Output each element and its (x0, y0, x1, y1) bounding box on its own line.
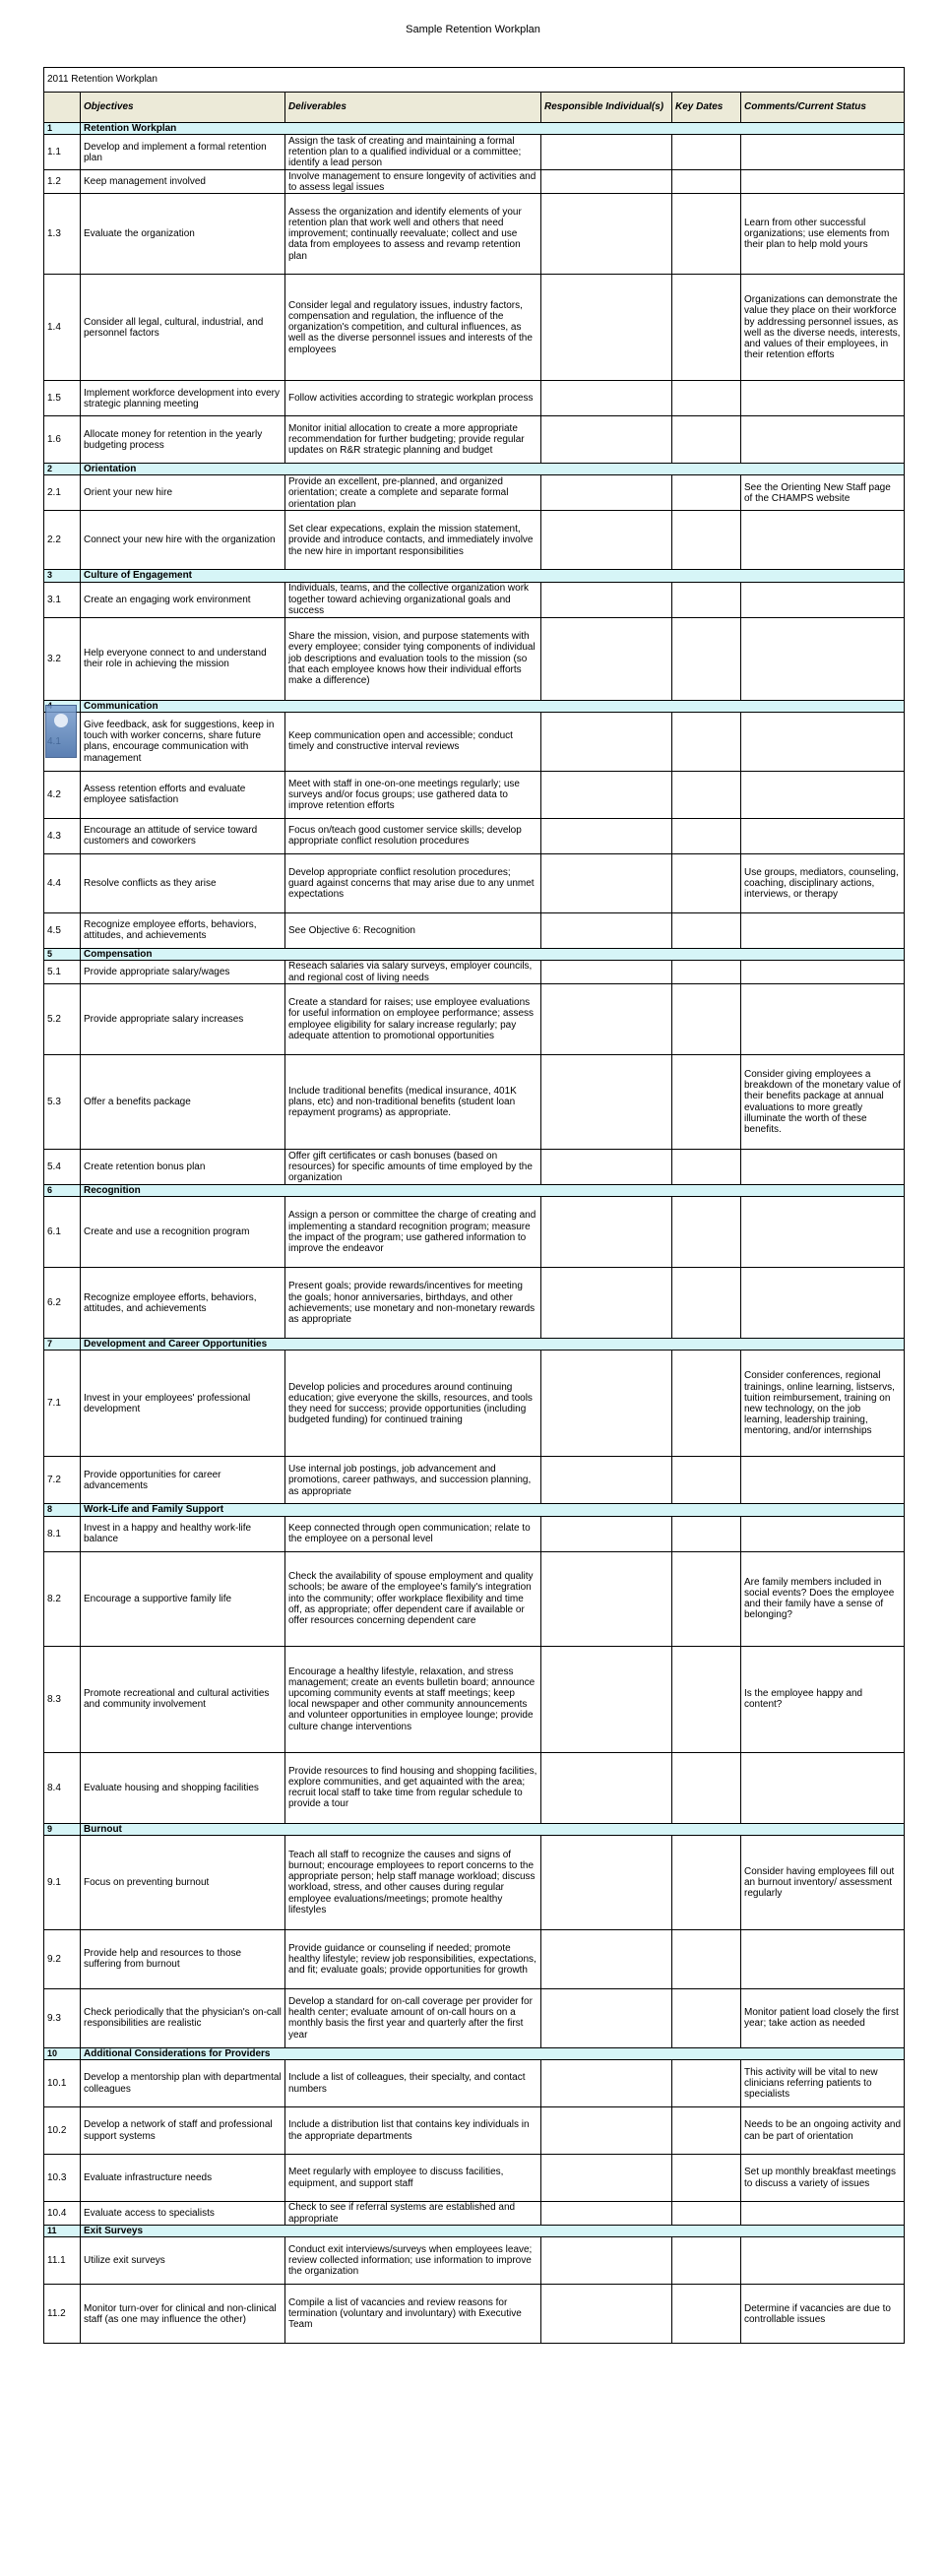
comments-cell (741, 1929, 905, 1988)
row-number: 5.2 (44, 984, 81, 1055)
row-number: 3.1 (44, 582, 81, 617)
comments-cell (741, 381, 905, 416)
header-number (44, 93, 81, 123)
section-row (44, 2226, 905, 2237)
responsible-cell (541, 2060, 672, 2107)
comments-cell: Consider having employees fill out an burnout inventory/ assessment regularly (741, 1835, 905, 1929)
row-number: 8.3 (44, 1646, 81, 1752)
row-number: 6.1 (44, 1197, 81, 1268)
section-row (44, 1185, 905, 1197)
deliverables-cell: Focus on/teach good customer service skills; develop appropriate conflict resolution procedures (285, 818, 541, 853)
objective-cell: Utilize exit surveys (81, 2237, 285, 2285)
key-dates-cell (672, 2237, 741, 2285)
table-row (44, 1197, 905, 1268)
row-number: 9.3 (44, 1988, 81, 2047)
section-title: Exit Surveys (81, 2226, 905, 2237)
deliverables-cell: Provide an excellent, pre-planned, and organized orientation; create a complete and separate formal orientation plan (285, 475, 541, 511)
table-row (44, 275, 905, 381)
responsible-cell (541, 2155, 672, 2202)
deliverables-cell: Keep communication open and accessible; conduct timely and constructive interval reviews (285, 712, 541, 771)
header-objectives: Objectives (81, 93, 285, 123)
objective-cell: Keep management involved (81, 170, 285, 194)
key-dates-cell (672, 194, 741, 275)
comments-cell (741, 712, 905, 771)
section-title: Communication (81, 700, 905, 712)
table-row (44, 170, 905, 194)
objective-cell: Evaluate infrastructure needs (81, 2155, 285, 2202)
objective-cell: Encourage an attitude of service toward customers and coworkers (81, 818, 285, 853)
section-title: Compensation (81, 948, 905, 960)
objective-cell: Allocate money for retention in the yearly budgeting process (81, 416, 285, 464)
key-dates-cell (672, 1268, 741, 1339)
column-header-row (44, 93, 905, 123)
section-row (44, 123, 905, 135)
deliverables-cell: Keep connected through open communication; relate to the employee on a personal level (285, 1516, 541, 1551)
table-row (44, 1516, 905, 1551)
objective-cell: Provide opportunities for career advancements (81, 1457, 285, 1504)
comments-cell: This activity will be vital to new clinicians referring patients to specialists (741, 2060, 905, 2107)
row-number: 4.5 (44, 912, 81, 948)
responsible-cell (541, 1835, 672, 1929)
table-row (44, 2237, 905, 2285)
row-number: 2.1 (44, 475, 81, 511)
section-number: 3 (44, 570, 81, 582)
table-row (44, 1351, 905, 1457)
table-row (44, 511, 905, 570)
section-title: Retention Workplan (81, 123, 905, 135)
key-dates-cell (672, 1150, 741, 1185)
responsible-cell (541, 1646, 672, 1752)
responsible-cell (541, 2285, 672, 2344)
key-dates-cell (672, 1055, 741, 1150)
comments-cell: Learn from other successful organizations; use elements from their plan to help mold yours (741, 194, 905, 275)
section-number: 10 (44, 2047, 81, 2059)
section-number: 5 (44, 948, 81, 960)
deliverables-cell: Include traditional benefits (medical insurance, 401K plans, etc) and non-traditional benefits (student loan repayment programs) as appropriate. (285, 1055, 541, 1150)
section-title: Work-Life and Family Support (81, 1504, 905, 1516)
section-number: 8 (44, 1504, 81, 1516)
responsible-cell (541, 2107, 672, 2155)
responsible-cell (541, 275, 672, 381)
responsible-cell (541, 1752, 672, 1823)
comments-cell: Use groups, mediators, counseling, coaching, disciplinary actions, interviews, or therapy (741, 853, 905, 912)
key-dates-cell (672, 1197, 741, 1268)
comments-cell (741, 416, 905, 464)
responsible-cell (541, 511, 672, 570)
table-row (44, 135, 905, 170)
key-dates-cell (672, 2155, 741, 2202)
row-number: 5.3 (44, 1055, 81, 1150)
section-number: 7 (44, 1339, 81, 1351)
comments-cell (741, 1268, 905, 1339)
section-row (44, 464, 905, 475)
section-row (44, 570, 905, 582)
responsible-cell (541, 1516, 672, 1551)
row-number: 8.4 (44, 1752, 81, 1823)
objective-cell: Consider all legal, cultural, industrial, and personnel factors (81, 275, 285, 381)
section-title: Recognition (81, 1185, 905, 1197)
key-dates-cell (672, 771, 741, 818)
table-row (44, 617, 905, 700)
objective-cell: Evaluate the organization (81, 194, 285, 275)
comments-cell (741, 961, 905, 984)
objective-cell: Provide appropriate salary increases (81, 984, 285, 1055)
row-number: 1.3 (44, 194, 81, 275)
deliverables-cell: Assign a person or committee the charge of creating and implementing a standard recognition program; measure the impact of the program; use gathered information to improve the endeavor (285, 1197, 541, 1268)
section-title: Additional Considerations for Providers (81, 2047, 905, 2059)
key-dates-cell (672, 1516, 741, 1551)
deliverables-cell: Create a standard for raises; use employee evaluations for useful information on employee performance; assess employee eligibility for salary increase regularly; pay adequate attention to promotional opportunities (285, 984, 541, 1055)
header-responsible: Responsible Individual(s) (541, 93, 672, 123)
objective-cell: Develop a mentorship plan with departmental colleagues (81, 2060, 285, 2107)
responsible-cell (541, 961, 672, 984)
row-number: 10.3 (44, 2155, 81, 2202)
deliverables-cell: Use internal job postings, job advancement and promotions, career pathways, and succession planning, as appropriate (285, 1457, 541, 1504)
comments-cell: Organizations can demonstrate the value they place on their workforce by addressing personnel issues, as well as the diverse needs, interests, and values of their employees, in their retention efforts (741, 275, 905, 381)
comments-cell (741, 1457, 905, 1504)
key-dates-cell (672, 170, 741, 194)
section-title: Development and Career Opportunities (81, 1339, 905, 1351)
key-dates-cell (672, 1551, 741, 1646)
objective-cell: Assess retention efforts and evaluate employee satisfaction (81, 771, 285, 818)
table-row (44, 2107, 905, 2155)
objective-cell: Promote recreational and cultural activities and community involvement (81, 1646, 285, 1752)
table-row (44, 2285, 905, 2344)
responsible-cell (541, 475, 672, 511)
key-dates-cell (672, 2285, 741, 2344)
table-row (44, 712, 905, 771)
section-row (44, 700, 905, 712)
row-number: 1.5 (44, 381, 81, 416)
deliverables-cell: Compile a list of vacancies and review reasons for termination (voluntary and involuntary) with Executive Team (285, 2285, 541, 2344)
section-number: 11 (44, 2226, 81, 2237)
table-title-row (44, 68, 905, 93)
objective-cell: Help everyone connect to and understand their role in achieving the mission (81, 617, 285, 700)
comments-cell: Consider giving employees a breakdown of the monetary value of their benefits package at annual evaluations to more greatly illuminate the worth of these benefits. (741, 1055, 905, 1150)
responsible-cell (541, 853, 672, 912)
deliverables-cell: Offer gift certificates or cash bonuses (based on resources) for specific amounts of time employed by the organization (285, 1150, 541, 1185)
key-dates-cell (672, 617, 741, 700)
table-row (44, 1752, 905, 1823)
deliverables-cell: Develop policies and procedures around continuing education; give everyone the skills, resources, and tools they need for success; provide opportunities (including budgeted funding) for continued training (285, 1351, 541, 1457)
comments-cell (741, 1752, 905, 1823)
deliverables-cell: Meet with staff in one-on-one meetings regularly; use surveys and/or focus groups; use gathered data to improve retention efforts (285, 771, 541, 818)
section-row (44, 1339, 905, 1351)
responsible-cell (541, 617, 672, 700)
header-deliverables: Deliverables (285, 93, 541, 123)
deliverables-cell: Follow activities according to strategic workplan process (285, 381, 541, 416)
key-dates-cell (672, 1351, 741, 1457)
section-title: Orientation (81, 464, 905, 475)
key-dates-cell (672, 712, 741, 771)
deliverables-cell: Provide resources to find housing and shopping facilities, explore communities, and get aquainted with the area; recruit local staff to take time from regular schedule to provide a tour (285, 1752, 541, 1823)
row-number: 7.1 (44, 1351, 81, 1457)
deliverables-cell: Include a distribution list that contains key individuals in the appropriate departments (285, 2107, 541, 2155)
row-number: 9.2 (44, 1929, 81, 1988)
section-row (44, 2047, 905, 2059)
responsible-cell (541, 1150, 672, 1185)
row-number: 10.1 (44, 2060, 81, 2107)
row-number: 11.2 (44, 2285, 81, 2344)
responsible-cell (541, 771, 672, 818)
deliverables-cell: Check the availability of spouse employment and quality schools; be aware of the employee's family's integration into the community; offer workplace flexibility and time off, as appropriate; offer dependent care if available or offer resources concerning dependent care (285, 1551, 541, 1646)
deliverables-cell: Develop appropriate conflict resolution procedures; guard against concerns that may arise due to any unmet expectations (285, 853, 541, 912)
table-row (44, 1646, 905, 1752)
responsible-cell (541, 1351, 672, 1457)
row-number: 10.4 (44, 2202, 81, 2226)
objective-cell: Create an engaging work environment (81, 582, 285, 617)
deliverables-cell: Conduct exit interviews/surveys when employees leave; review collected information; use information to improve the organization (285, 2237, 541, 2285)
key-dates-cell (672, 1835, 741, 1929)
key-dates-cell (672, 275, 741, 381)
objective-cell: Provide appropriate salary/wages (81, 961, 285, 984)
row-number: 11.1 (44, 2237, 81, 2285)
key-dates-cell (672, 2107, 741, 2155)
objective-cell: Develop and implement a formal retention plan (81, 135, 285, 170)
comments-cell: Consider conferences, regional trainings, online learning, listservs, tuition reimbursement, training on new technology, on the job learning, leadership training, mentoring, and/or internships (741, 1351, 905, 1457)
row-number: 1.1 (44, 135, 81, 170)
row-number: 3.2 (44, 617, 81, 700)
objective-cell: Resolve conflicts as they arise (81, 853, 285, 912)
comments-cell (741, 1197, 905, 1268)
deliverables-cell: Monitor initial allocation to create a more appropriate recommendation for further budgeting; provide regular updates on R&R strategic planning and budget (285, 416, 541, 464)
objective-cell: Implement workforce development into every strategic planning meeting (81, 381, 285, 416)
responsible-cell (541, 1197, 672, 1268)
comments-cell: Set up monthly breakfast meetings to discuss a variety of issues (741, 2155, 905, 2202)
deliverables-cell: Individuals, teams, and the collective organization work together toward achieving organizational goals and success (285, 582, 541, 617)
key-dates-cell (672, 961, 741, 984)
comments-cell (741, 135, 905, 170)
objective-cell: Create and use a recognition program (81, 1197, 285, 1268)
table-row (44, 1150, 905, 1185)
table-row (44, 1988, 905, 2047)
objective-cell: Evaluate access to specialists (81, 2202, 285, 2226)
responsible-cell (541, 194, 672, 275)
section-row (44, 1823, 905, 1835)
row-number: 8.2 (44, 1551, 81, 1646)
row-number: 6.2 (44, 1268, 81, 1339)
comments-cell: See the Orienting New Staff page of the CHAMPS website (741, 475, 905, 511)
responsible-cell (541, 1929, 672, 1988)
deliverables-cell: Include a list of colleagues, their specialty, and contact numbers (285, 2060, 541, 2107)
responsible-cell (541, 416, 672, 464)
section-number: 1 (44, 123, 81, 135)
row-number: 4.4 (44, 853, 81, 912)
comments-cell (741, 818, 905, 853)
comments-cell (741, 984, 905, 1055)
objective-cell: Check periodically that the physician's on-call responsibilities are realistic (81, 1988, 285, 2047)
table-row (44, 1268, 905, 1339)
comments-cell: Determine if vacancies are due to controllable issues (741, 2285, 905, 2344)
key-dates-cell (672, 582, 741, 617)
responsible-cell (541, 2202, 672, 2226)
comments-cell (741, 2202, 905, 2226)
responsible-cell (541, 1551, 672, 1646)
responsible-cell (541, 1988, 672, 2047)
deliverables-cell: See Objective 6: Recognition (285, 912, 541, 948)
key-dates-cell (672, 912, 741, 948)
comments-cell (741, 511, 905, 570)
objective-cell: Provide help and resources to those suffering from burnout (81, 1929, 285, 1988)
responsible-cell (541, 582, 672, 617)
responsible-cell (541, 912, 672, 948)
responsible-cell (541, 2237, 672, 2285)
comments-cell: Monitor patient load closely the first year; take action as needed (741, 1988, 905, 2047)
objective-cell: Invest in your employees' professional development (81, 1351, 285, 1457)
table-row (44, 1835, 905, 1929)
objective-cell: Create retention bonus plan (81, 1150, 285, 1185)
objective-cell: Offer a benefits package (81, 1055, 285, 1150)
table-row (44, 1457, 905, 1504)
objective-cell: Recognize employee efforts, behaviors, attitudes, and achievements (81, 912, 285, 948)
comments-cell (741, 617, 905, 700)
objective-cell: Develop a network of staff and professional support systems (81, 2107, 285, 2155)
section-number: 9 (44, 1823, 81, 1835)
table-row (44, 818, 905, 853)
table-row (44, 771, 905, 818)
deliverables-cell: Teach all staff to recognize the causes and signs of burnout; encourage employees to report concerns to the appropriate person; help staff manage workload; discuss workload, stress, and other causes during regular employee evaluations/meetings; promote healthy lifestyles (285, 1835, 541, 1929)
key-dates-cell (672, 984, 741, 1055)
comments-cell (741, 2237, 905, 2285)
row-number: 1.6 (44, 416, 81, 464)
key-dates-cell (672, 1752, 741, 1823)
key-dates-cell (672, 1929, 741, 1988)
row-number: 8.1 (44, 1516, 81, 1551)
header-key-dates: Key Dates (672, 93, 741, 123)
table-row (44, 1929, 905, 1988)
responsible-cell (541, 1457, 672, 1504)
key-dates-cell (672, 2060, 741, 2107)
key-dates-cell (672, 511, 741, 570)
section-title: Culture of Engagement (81, 570, 905, 582)
deliverables-cell: Share the mission, vision, and purpose statements with every employee; consider tying components of individual job descriptions and evaluation tools to the mission (so that each employee knows how their individual efforts make a difference) (285, 617, 541, 700)
key-dates-cell (672, 853, 741, 912)
key-dates-cell (672, 1646, 741, 1752)
embedded-image-icon (45, 705, 77, 758)
responsible-cell (541, 381, 672, 416)
table-row (44, 416, 905, 464)
responsible-cell (541, 984, 672, 1055)
deliverables-cell: Meet regularly with employee to discuss facilities, equipment, and support staff (285, 2155, 541, 2202)
row-number: 5.1 (44, 961, 81, 984)
row-number: 4.2 (44, 771, 81, 818)
section-title: Burnout (81, 1823, 905, 1835)
key-dates-cell (672, 818, 741, 853)
deliverables-cell: Check to see if referral systems are established and appropriate (285, 2202, 541, 2226)
objective-cell: Give feedback, ask for suggestions, keep in touch with worker concerns, share future plans, encourage communication with management (81, 712, 285, 771)
deliverables-cell: Involve management to ensure longevity of activities and to assess legal issues (285, 170, 541, 194)
row-number: 1.2 (44, 170, 81, 194)
responsible-cell (541, 170, 672, 194)
deliverables-cell: Consider legal and regulatory issues, industry factors, compensation and regulation, the influence of the organization's competition, and cultural influences, as well as the diverse personnel issues and interests of the employees (285, 275, 541, 381)
key-dates-cell (672, 475, 741, 511)
objective-cell: Recognize employee efforts, behaviors, attitudes, and achievements (81, 1268, 285, 1339)
key-dates-cell (672, 1457, 741, 1504)
comments-cell (741, 1516, 905, 1551)
table-row (44, 194, 905, 275)
table-row (44, 2060, 905, 2107)
row-number: 7.2 (44, 1457, 81, 1504)
table-row (44, 912, 905, 948)
deliverables-cell: Assign the task of creating and maintaining a formal retention plan to a qualified individual or a committee; identify a lead person (285, 135, 541, 170)
row-number: 5.4 (44, 1150, 81, 1185)
comments-cell: Are family members included in social events? Does the employee and their family have a sense of belonging? (741, 1551, 905, 1646)
section-row (44, 1504, 905, 1516)
objective-cell: Orient your new hire (81, 475, 285, 511)
table-row (44, 381, 905, 416)
row-number: 4.3 (44, 818, 81, 853)
objective-cell: Focus on preventing burnout (81, 1835, 285, 1929)
comments-cell (741, 771, 905, 818)
row-number: 10.2 (44, 2107, 81, 2155)
deliverables-cell: Reseach salaries via salary surveys, employer councils, and regional cost of living needs (285, 961, 541, 984)
header-comments: Comments/Current Status (741, 93, 905, 123)
objective-cell: Invest in a happy and healthy work-life balance (81, 1516, 285, 1551)
section-number: 6 (44, 1185, 81, 1197)
deliverables-cell: Assess the organization and identify elements of your retention plan that work well and others that need improvement; continually reevaluate; collect and use data from employees to assess and revamp retention plan (285, 194, 541, 275)
comments-cell (741, 582, 905, 617)
deliverables-cell: Set clear expecations, explain the mission statement, provide and introduce contacts, and immediately involve the new hire in important responsibilities (285, 511, 541, 570)
table-body (44, 123, 905, 2344)
responsible-cell (541, 818, 672, 853)
section-number: 2 (44, 464, 81, 475)
deliverables-cell: Develop a standard for on-call coverage per provider for health center; evaluate amount of on-call hours on a monthly basis the first year and quarterly after the first year (285, 1988, 541, 2047)
table-row (44, 582, 905, 617)
table-row (44, 1055, 905, 1150)
table-title: 2011 Retention Workplan (44, 68, 905, 93)
table-row (44, 1551, 905, 1646)
comments-cell: Needs to be an ongoing activity and can be part of orientation (741, 2107, 905, 2155)
deliverables-cell: Provide guidance or counseling if needed; promote healthy lifestyle; review job responsibilities, expectations, and fit; evaluate goals; provide opportunities for growth (285, 1929, 541, 1988)
row-number: 1.4 (44, 275, 81, 381)
responsible-cell (541, 135, 672, 170)
table-row (44, 961, 905, 984)
comments-cell (741, 170, 905, 194)
objective-cell: Evaluate housing and shopping facilities (81, 1752, 285, 1823)
comments-cell: Is the employee happy and content? (741, 1646, 905, 1752)
key-dates-cell (672, 135, 741, 170)
responsible-cell (541, 712, 672, 771)
comments-cell (741, 1150, 905, 1185)
objective-cell: Connect your new hire with the organization (81, 511, 285, 570)
deliverables-cell: Encourage a healthy lifestyle, relaxation, and stress management; create an events bulletin board; announce upcoming community events at staff meetings; keep local newspaper and other community announcements and volunteer opportunities in employee lounge; provide culture change interventions (285, 1646, 541, 1752)
responsible-cell (541, 1055, 672, 1150)
key-dates-cell (672, 381, 741, 416)
row-number: 9.1 (44, 1835, 81, 1929)
table-row (44, 475, 905, 511)
row-number: 2.2 (44, 511, 81, 570)
responsible-cell (541, 1268, 672, 1339)
table-row (44, 2202, 905, 2226)
document-title: Sample Retention Workplan (406, 24, 540, 35)
table-row (44, 853, 905, 912)
table-row (44, 2155, 905, 2202)
retention-workplan-table (43, 67, 905, 2344)
key-dates-cell (672, 1988, 741, 2047)
key-dates-cell (672, 2202, 741, 2226)
section-row (44, 948, 905, 960)
deliverables-cell: Present goals; provide rewards/incentives for meeting the goals; honor anniversaries, birthdays, and other achievements; use monetary and non-monetary rewards as appropriate (285, 1268, 541, 1339)
objective-cell: Encourage a supportive family life (81, 1551, 285, 1646)
key-dates-cell (672, 416, 741, 464)
objective-cell: Monitor turn-over for clinical and non-clinical staff (as one may influence the other) (81, 2285, 285, 2344)
table-row (44, 984, 905, 1055)
comments-cell (741, 912, 905, 948)
